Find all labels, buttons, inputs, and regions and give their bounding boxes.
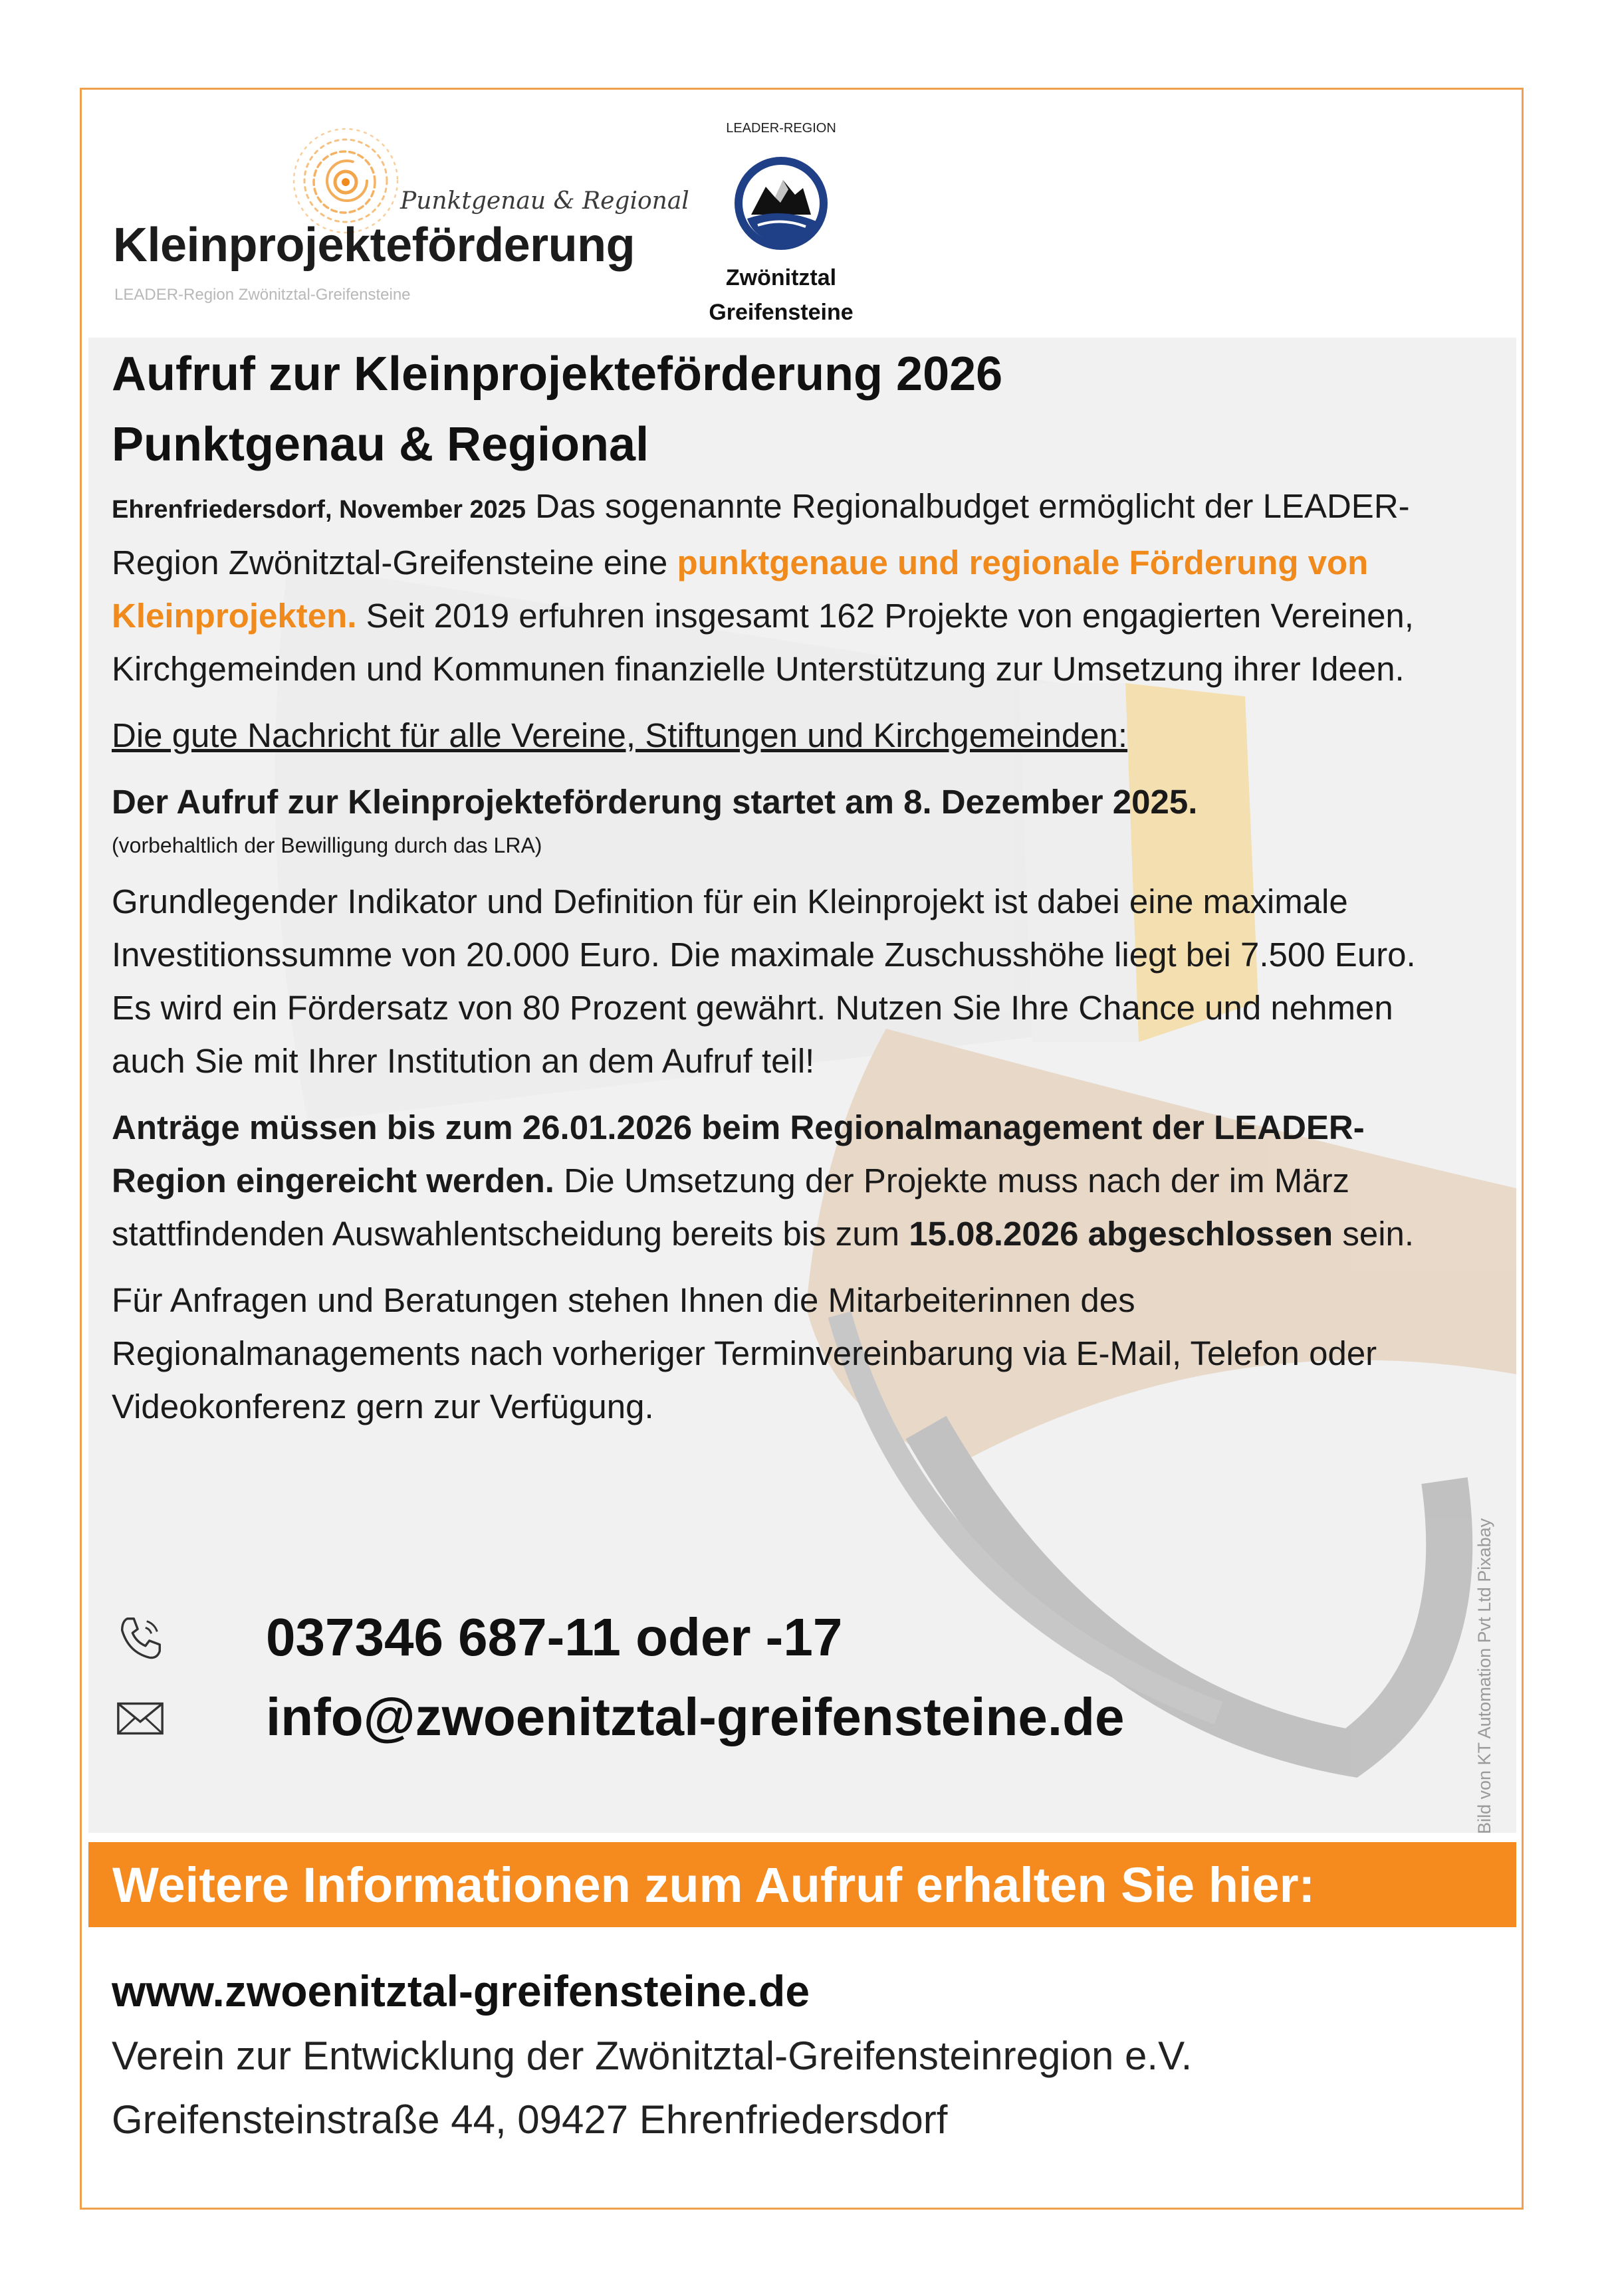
caveat-note: (vorbehaltlich der Bewilligung durch das LRA) [112,833,542,857]
image-credit: Bild von KT Automation Pvt Ltd Pixabay [1474,1518,1494,1834]
deadline-text-a: Die Umsetzung der Projekte muss nach der im März stattfindenden Auswahlentscheidung bereits bis zum [112,1162,1350,1253]
leader-emblem-icon [731,154,831,253]
deadline-text-b: sein. [1333,1215,1415,1253]
kpf-title: Kleinprojekteförderung [113,219,635,272]
article-title-line1: Aufruf zur Kleinprojekteförderung 2026 [112,348,1003,401]
info-banner [88,1842,1516,1927]
organization-address: Greifensteinstraße 44, 09427 Ehrenfriedersdorf [112,2097,948,2142]
phone-icon [114,1612,166,1664]
start-notice: Der Aufruf zur Kleinprojekteförderung startet am 8. Dezember 2025. [112,783,1198,821]
phone-number[interactable]: 037346 687-11 oder -17 [266,1608,843,1667]
leader-name-2: Greifensteine [709,300,854,325]
leader-label: LEADER-REGION [726,121,836,136]
deadline-bold: Anträge müssen bis zum 26.01.2026 beim Regionalmanagement der LEADER-Region eingereicht werden. [112,1108,1365,1200]
email-address[interactable]: info@zwoenitztal-greifensteine.de [266,1687,1125,1746]
indicator-paragraph: Grundlegender Indikator und Definition für ein Kleinprojekt ist dabei eine maximale Investitionssumme von 20.000 Euro. Die maximale Zuschusshöhe liegt bei 7.500 Euro. Es wird ein Fördersatz von 80 Prozent gewährt. Nutzen Sie Ihre Chance und nehmen auch Sie mit Ihrer Institution an dem Aufruf teil! [112,883,1416,1080]
leader-region-logo [698,113,864,325]
article-body [112,339,1454,1433]
intro-highlight: punktgenaue und regionale Förderung von Kleinprojekten. [112,544,1369,635]
deadline-paragraph [112,1101,1454,1261]
good-news-line: Die gute Nachricht für alle Vereine, Stiftungen und Kirchgemeinden: [112,716,1128,754]
banner-text: Weitere Informationen zum Aufruf erhalten Sie hier: [112,1857,1316,1913]
consultation-paragraph: Für Anfragen und Beratungen stehen Ihnen die Mitarbeiterinnen des Regionalmanagements nach vorheriger Terminvereinbarung via E-Mail, Telefon oder Videokonferenz gern zur Verfügung. [112,1281,1377,1425]
footer [112,1958,1441,2152]
intro-text-b: Seit 2019 erfuhren insgesamt 162 Projekte von engagierten Vereinen, Kirchgemeinden und Kommunen finanzielle Unterstützung zur Umsetzung ihrer Ideen. [112,597,1414,688]
mail-icon [114,1692,166,1744]
article-title-line2: Punktgenau & Regional [112,418,649,471]
website-link[interactable]: www.zwoenitztal-greifensteine.de [112,1966,810,2016]
kpf-subtitle: LEADER-Region Zwönitztal-Greifensteine [114,286,411,304]
dateline: Ehrenfriedersdorf, November 2025 [112,496,526,524]
kpf-tagline: Punktgenau & Regional [400,187,689,215]
kleinprojektfoerderung-logo [113,113,689,312]
phone-row [112,1600,1375,1680]
leader-name-1: Zwönitztal [725,265,837,290]
intro-paragraph [112,480,1454,696]
email-row [112,1680,1375,1760]
header-logos [113,113,911,332]
organization-name: Verein zur Entwicklung der Zwönitztal-Greifensteinregion e.V. [112,2034,1193,2078]
deadline-bold-2: 15.08.2026 abgeschlossen [909,1215,1333,1253]
contact-block [112,1600,1375,1760]
intro-text-a: Das sogenannte Regionalbudget ermöglicht der LEADER-Region Zwönitztal-Greifensteine eine [112,487,1410,581]
